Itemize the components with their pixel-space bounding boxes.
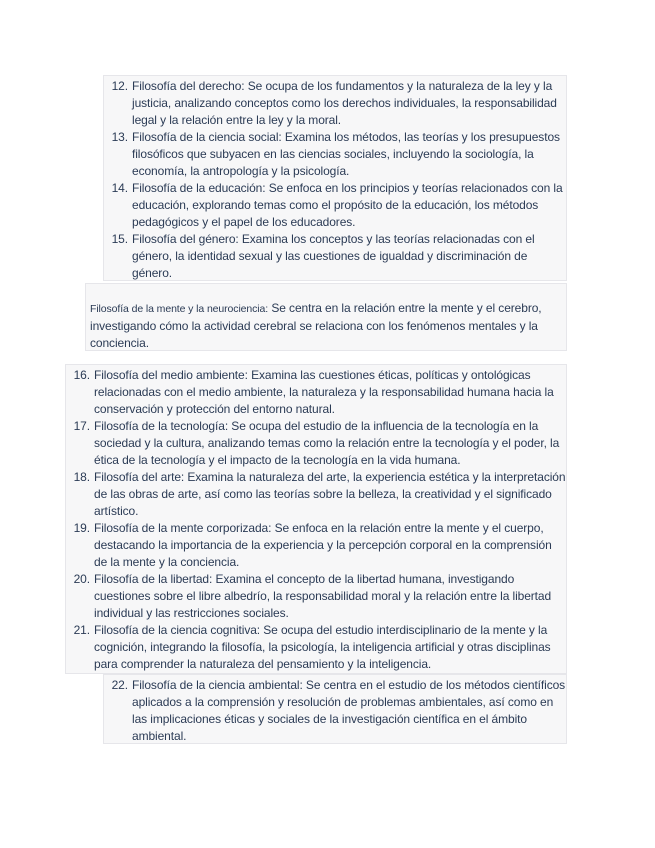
- list-item: [108, 231, 566, 282]
- list-item: [66, 520, 566, 571]
- list-item: [108, 78, 566, 129]
- item-text: Filosofía de la ciencia cognitiva: Se ocupa del estudio interdisciplinario de la mente y la cognición, integrando la filosofía, la psicología, la inteligencia artificial y otras disciplinas para comprender la naturaleza del pensamiento y la inteligencia.: [94, 623, 551, 671]
- item-number: 19.: [73, 521, 90, 535]
- paragraph-text: Se centra en la relación entre la mente y el cerebro, investigando cómo la actividad cerebral se relaciona con los fenómenos mentales y la conciencia.: [90, 301, 542, 350]
- item-text: Filosofía de la libertad: Examina el concepto de la libertad humana, investigando cuestiones sobre el libre albedrío, la responsabilidad moral y la relación entre la libertad individual y las restricciones sociales.: [94, 572, 552, 620]
- item-number: 20.: [73, 572, 90, 586]
- item-number: 17.: [73, 419, 90, 433]
- item-text: Filosofía de la educación: Se enfoca en los principios y teorías relacionados con la educación, explorando temas como el propósito de la educación, los métodos pedagógicos y el papel de los educadores.: [132, 181, 563, 229]
- list-item: [66, 571, 566, 622]
- numbered-list: [108, 677, 566, 745]
- item-text: Filosofía de la ciencia ambiental: Se centra en el estudio de los métodos científicos aplicados a la comprensión y resolución de problemas ambientales, así como en las implicaciones éticas y sociales de la investigación científica en el ámbito ambiental.: [132, 678, 566, 743]
- list-item: [66, 469, 566, 520]
- item-text: Filosofía de la mente corporizada: Se enfoca en la relación entre la mente y el cuerpo, destacando la importancia de la experiencia y la percepción corporal en la comprensión de la mente y la conciencia.: [94, 521, 552, 569]
- item-text: Filosofía de la ciencia social: Examina los métodos, las teorías y los presupuestos filosóficos que subyacen en las ciencias sociales, incluyendo la sociología, la economía, la antropología y la psicología.: [132, 130, 560, 178]
- numbered-list: [66, 367, 566, 673]
- item-text: Filosofía del derecho: Se ocupa de los fundamentos y la naturaleza de la ley y la justicia, analizando conceptos como los derechos individuales, la responsabilidad legal y la relación entre la ley y la moral.: [132, 79, 557, 127]
- item-text: Filosofía del medio ambiente: Examina las cuestiones éticas, políticas y ontológicas relacionadas con el medio ambiente, la naturaleza y la responsabilidad humana hacia la conservación y protección del entorno natural.: [94, 368, 554, 416]
- list-block-22: [103, 674, 567, 744]
- paragraph-lead: Filosofía de la mente y la neurociencia:: [90, 303, 269, 315]
- item-number: 21.: [73, 623, 90, 637]
- item-number: 12.: [111, 79, 128, 93]
- list-block-12-15: [103, 75, 567, 281]
- item-number: 18.: [73, 470, 90, 484]
- item-text: Filosofía del arte: Examina la naturaleza del arte, la experiencia estética y la interpretación de las obras de arte, así como las teorías sobre la belleza, la creatividad y el significado artístico.: [94, 470, 566, 518]
- item-number: 16.: [73, 368, 90, 382]
- item-number: 15.: [111, 232, 128, 246]
- list-item: [108, 677, 566, 745]
- item-text: Filosofía de la tecnología: Se ocupa del estudio de la influencia de la tecnología en la sociedad y la cultura, analizando temas como la relación entre la tecnología y el poder, la ética de la tecnología y el impacto de la tecnología en la vida humana.: [94, 419, 560, 467]
- item-number: 22.: [111, 678, 128, 692]
- list-item: [66, 418, 566, 469]
- numbered-list: [108, 78, 566, 282]
- list-item: [66, 367, 566, 418]
- list-block-16-21: [65, 364, 567, 674]
- paragraph-block-mind-neuroscience: [85, 283, 567, 351]
- item-text: Filosofía del género: Examina los conceptos y las teorías relacionadas con el género, la identidad sexual y las cuestiones de igualdad y discriminación de género.: [132, 232, 535, 280]
- item-number: 14.: [111, 181, 128, 195]
- paragraph: [90, 300, 558, 352]
- list-item: [108, 180, 566, 231]
- item-number: 13.: [111, 130, 128, 144]
- list-item: [108, 129, 566, 180]
- list-item: [66, 622, 566, 673]
